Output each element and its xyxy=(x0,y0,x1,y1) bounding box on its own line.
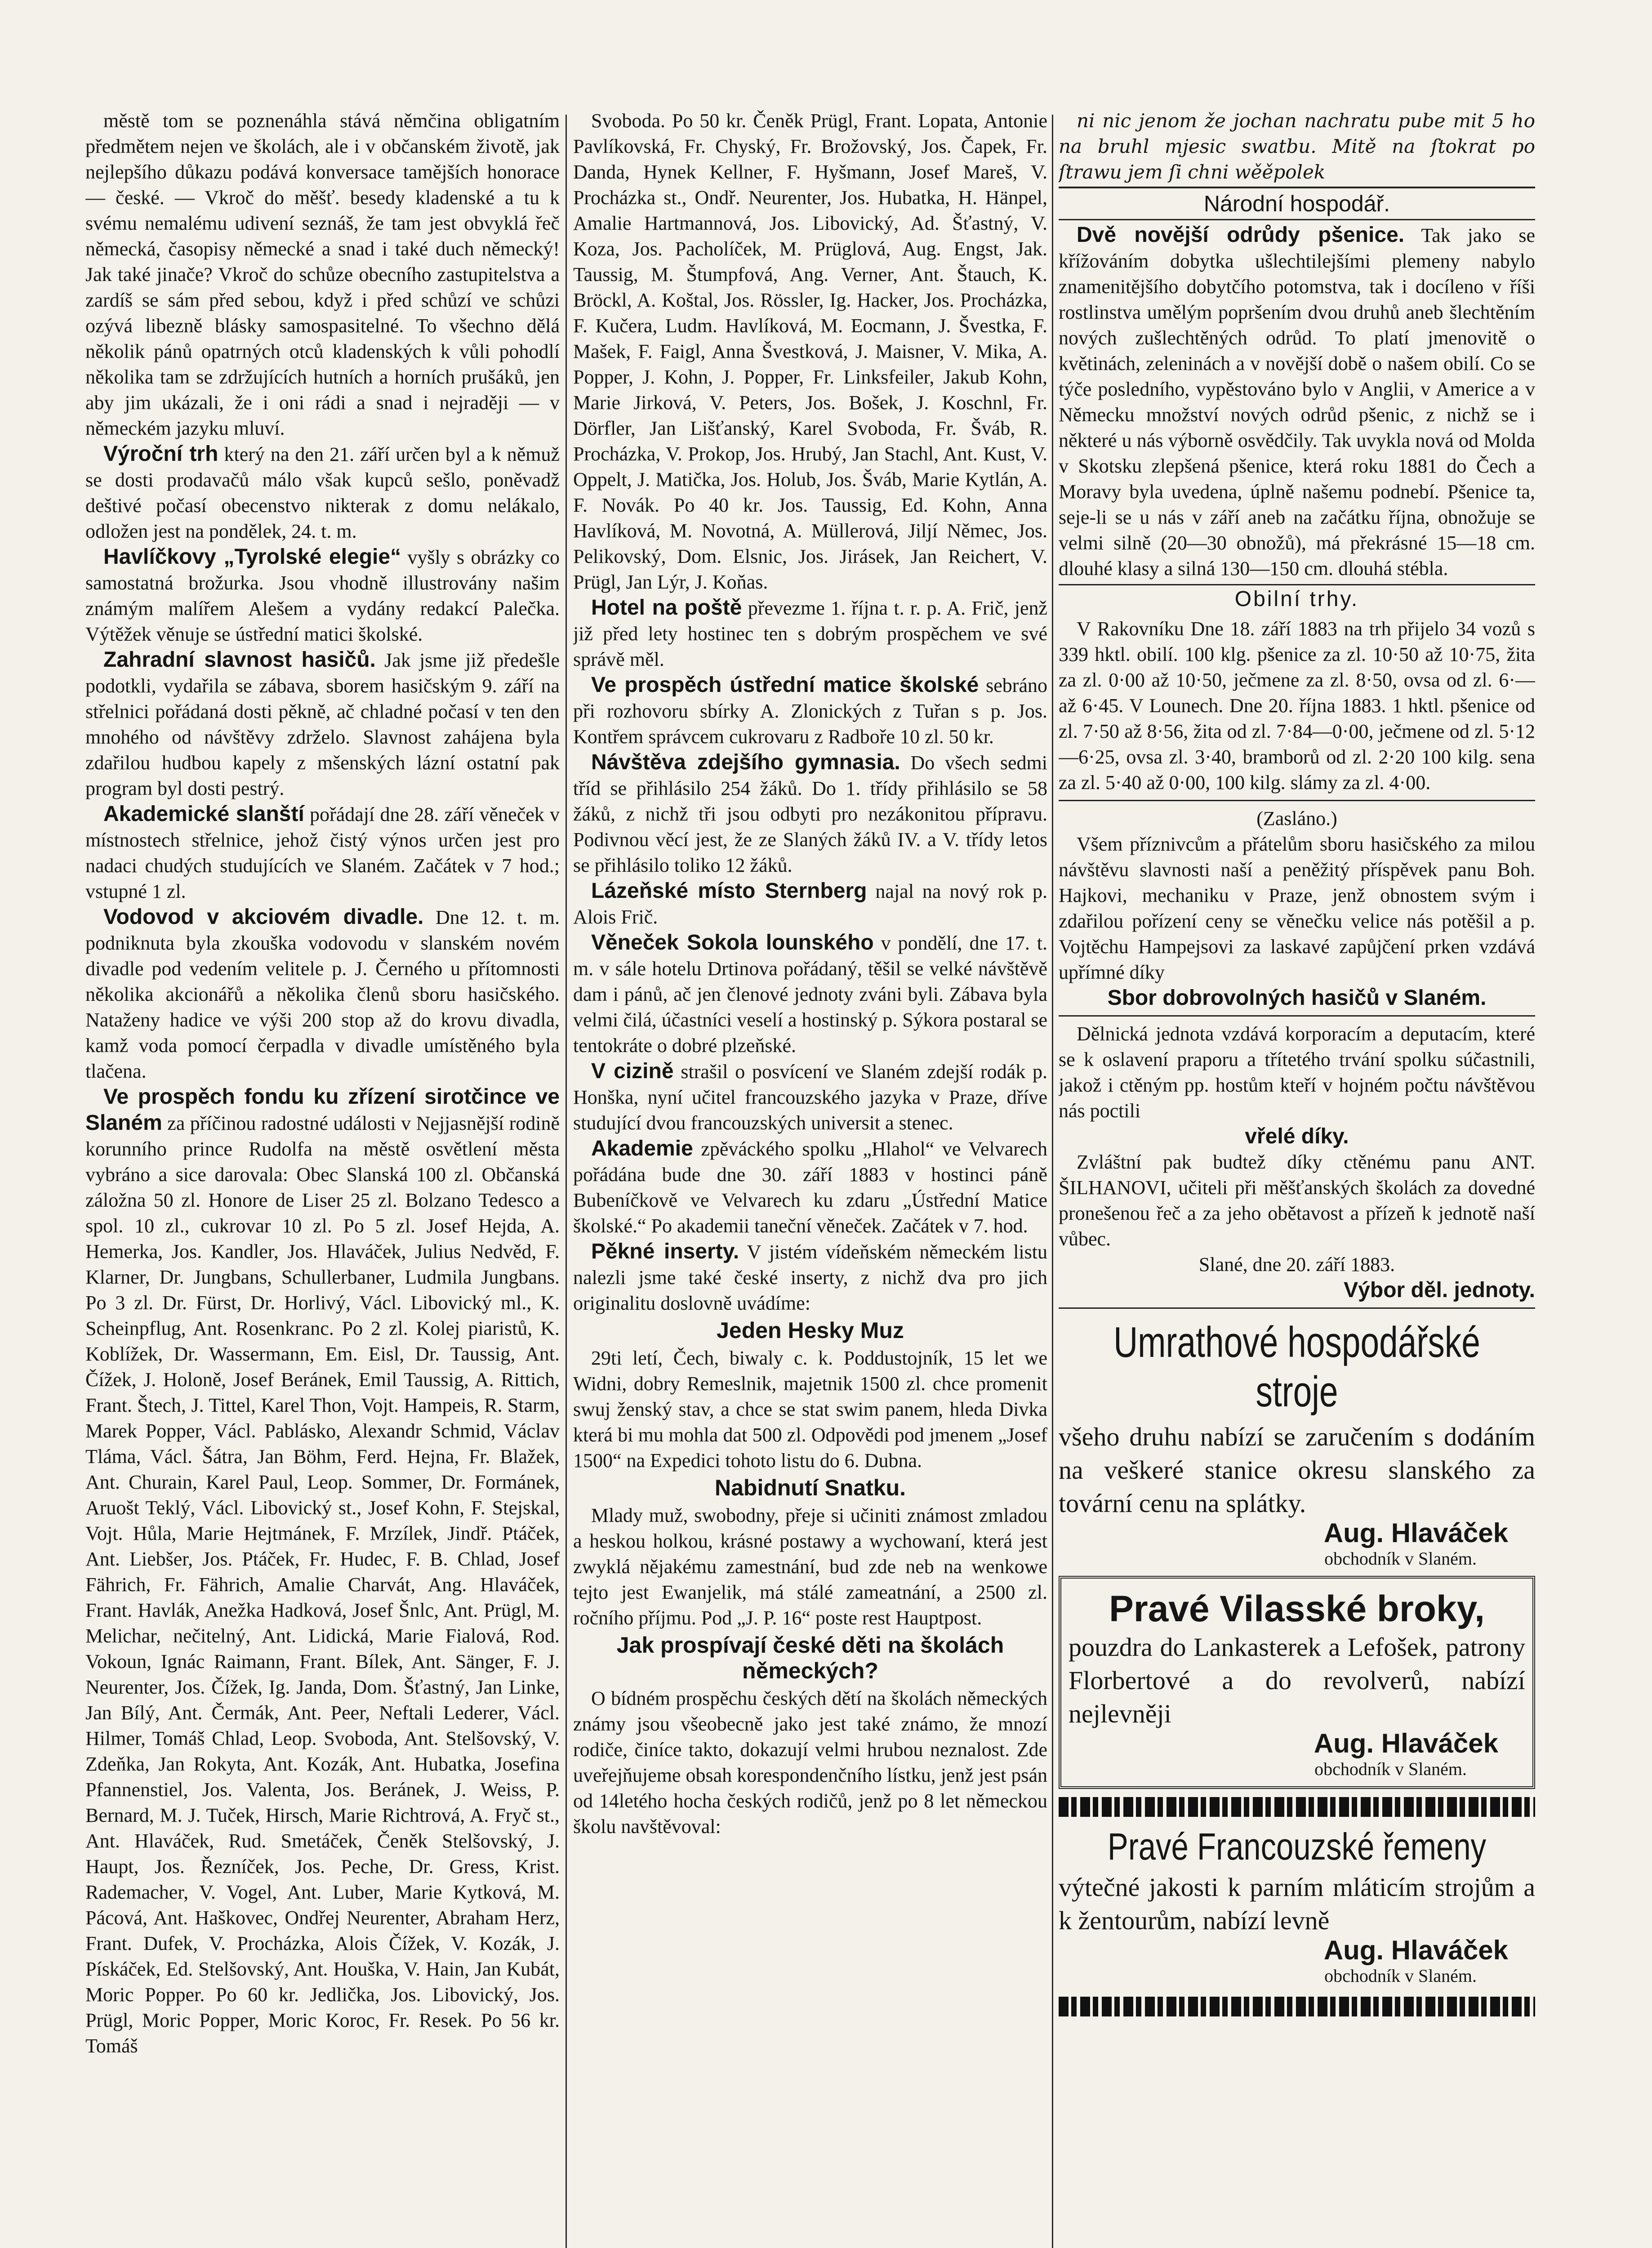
item-heading: Lázeňské místo Sternberg xyxy=(591,879,867,903)
advert-frame xyxy=(1059,1576,1535,1789)
item-text: převezme 1. října t. r. p. A. Frič, jenž již před lety hostinec ten s dobrým prospěchem ve své správě měl. xyxy=(573,597,1047,670)
article-text: Tak jako se křížováním dobytka ušlechtilejšími plemeny nabylo znamenitějšího dobytčího potomstva, tak i docíleno v říši rostlinstva umělým popršením dvou druhů aneb šlechtěním nových zušlechtěných odrůd. To platí jmenovitě o květinách, zeleninách a v novější době o našem obilí. Co se týče posledního, vypěstováno bylo v Anglii, v Americe a v Německu množství nových odrůd pšenic, z nichž se i některé u nás výborně osvědčily. Tak uvykla nová od Molda v Skotsku zlepšená pšenice, která roku 1881 do Čech a Moravy byla uvedena, úplně našemu podnebí. Pšenice ta, seje-li se u nás v září aneb na začátku října, obnožuje se velmi silně (20—30 obnožů), má překrásné 15—18 cm. dlouhé klasy a silná 130—150 cm. dlouhá stébla. xyxy=(1059,224,1535,580)
item-heading: Ve prospěch fondu ku zřízení sirotčince ve Slaném xyxy=(85,1085,560,1135)
advert-text: všeho druhu nabízí se zaručením s dodáním na veškeré stanice okresu slanského za tovární cenu na splátky. xyxy=(1059,1422,1535,1518)
date-line: Slané, dne 20. září 1883. xyxy=(1198,1253,1395,1276)
item-heading: Věneček Sokola lounského xyxy=(591,931,874,955)
news-item xyxy=(85,1084,560,2059)
news-item xyxy=(573,595,1047,672)
news-item xyxy=(85,441,560,544)
thanks-text: Dělnická jednota vzdává korporacím a deputacím, které se k oslavení praporu a třítetého trvání spolku súčastnili, jakož i ctěným pp. hostům kteří v hojném počtu návštěvou nás poctili xyxy=(1059,1023,1535,1122)
thanks-emphasis: vřelé díky. xyxy=(1245,1124,1349,1148)
advert-title: Pravé Vilasské broky, xyxy=(1109,1588,1485,1629)
insert-text: 29ti letí, Čech, biwaly c. k. Poddustojník, 15 let we Widni, dobry Remeslnik, majetnik 1500 zl. chce promenit swuj ženský stav, a chce se stat swim panem, hleda Divka která bi mu mohla dat 500 zl. Odpovědi pod jmenem „Josef 1500“ na Expedici tohoto listu do 6. Dubna. xyxy=(573,1347,1047,1472)
divider xyxy=(1059,1307,1535,1309)
market-report: V Rakovníku Dne 18. září 1883 na trh přijelo 34 vozů s 339 hktl. obilí. 100 klg. pšenice za zl. 10·50 až 10·75, žita za zl. 0·00 až 10·50, ječmene za zl. 8·50, ovsa od zl. 6·— až 6·45. V Lounech. Dne 20. října 1883. 1 hktl. pšenice od zl. 7·50 až 8·56, žita od zl. 7·84—0·00, ječmene od zl. 5·12—6·25, ovsa zl. 3·40, bramborů od zl. 2·20 100 kilg. sena za zl. 5·40 až 0·00, 100 kilg. slámy za zl. 4·00. xyxy=(1059,618,1535,794)
news-item xyxy=(85,801,560,904)
article xyxy=(1059,222,1535,581)
item-text: vyšly s obrázky co samostatná brožurka. Jsou vhodně illustrovány našim známým malířem Alešem a vydány redakcí Palečka. Výtěžek věnuje se ústřední matici školské. xyxy=(85,546,560,645)
item-heading: Akademické slanští xyxy=(103,802,304,826)
insert-heading: Nabidnutí Snatku. xyxy=(715,1475,906,1500)
column-1 xyxy=(85,108,560,2248)
item-heading: Pěkné inserty. xyxy=(591,1240,739,1263)
news-item xyxy=(85,904,560,1084)
news-item xyxy=(85,647,560,801)
advert-signature: Aug. Hlaváček xyxy=(1323,1935,1508,1965)
news-item xyxy=(573,672,1047,749)
column-rule xyxy=(1052,115,1053,2248)
news-item xyxy=(573,749,1047,878)
news-item xyxy=(85,544,560,647)
divider xyxy=(1059,800,1535,801)
news-item xyxy=(573,878,1047,930)
item-text: zpěváckého spolku „Hlahol“ ve Velvarech pořádána bude dne 30. září 1883 v hostinci páně Bubeníčkově ve Velvarech ku zdaru „Ústřední Matice školské.“ Po akademii taneční věneček. Začátek v 7. hod. xyxy=(573,1138,1047,1237)
zaslano-label: (Zasláno.) xyxy=(1256,807,1337,830)
section-heading: Národní hospodář. xyxy=(1059,187,1535,220)
news-item xyxy=(573,1136,1047,1239)
intro-paragraph: městě tom se poznenáhla stává němčina obligatním předmětem nejen ve školách, ale i v občanském životě, jak nejlepšího důkazu podává konversace tamějších honorace — české. — Vkroč do měšť. besedy kladenské a tu k svému nemalému udivení seznáš, že tam jest obvyklá řeč německá, časopisy německé a snad i také duch německý! Jak také jinače? Vkroč do schůze obecního zastupitelstva a zardíš se sám před sebou, když i před schůzí ve schůzi ozývá libezně blásky samospasitelné. To všechno dělá několik pánů opatrných otců kladenských k vůli pohodlí několika tam se zdržujících hutních a horních prušáků, jen aby jim ukázali, že i oni rádi a snad i nejraději — v německém jazyku mluví. xyxy=(85,110,560,439)
advert-signature: Aug. Hlaváček xyxy=(1314,1728,1498,1758)
item-text: v pondělí, dne 17. t. m. v sále hotelu Drtinova pořádaný, těšil se velké návštěvě dam i pánů, ač jen členové jednoty zváni byli. Zábava byla velmi čilá, účastníci veselí a hostinský p. Sýkora postaral se tentokráte o dobré plzeňské. xyxy=(573,932,1047,1057)
item-heading: Hotel na poště xyxy=(591,596,742,620)
insert-text: Mlady muž, swobodny, přeje si učiniti známost zmladou a heskou holkou, krásné postawy a wychowaní, která jest zwyklá nějakému zamestnání, bud zde neb na wenkowe tejto jest Ewanjelik, má stálé zameatnání, a 2500 zl. ročního příjmu. Pod „J. P. 16“ poste rest Hauptpost. xyxy=(573,1504,1047,1629)
market-heading: Obilní trhy. xyxy=(1059,584,1535,613)
item-text: strašil o posvícení ve Slaném zdejší rodák p. Honška, nyní učitel francouzského jazyka v Praze, dříve studující dvou francouzských universit a stenec. xyxy=(573,1061,1047,1134)
advert-signature-sub: obchodník v Slaném. xyxy=(1324,1548,1477,1569)
item-heading: Návštěva zdejšího gymnasia. xyxy=(591,750,900,774)
advert-text: výtečné jakosti k parním mláticím strojům a k žentourům, nabízí levně xyxy=(1059,1873,1535,1935)
thanks-text: Zvláštní pak budtež díky ctěnému panu ANT. ŠILHANOVI, učiteli při měšťanských školách za dovedné pronešenou řeč a za jeho obětavost a přízeň k jednotě naší vůbec. xyxy=(1059,1151,1535,1250)
item-text: Do všech sedmi tříd se přihlásilo 254 žáků. Do 1. třídy přihlásilo se 58 žáků, z nichž tři jsou odbyti pro nezákonitou přípravu. Podivnou věcí jest, že ze Slaných žáků IV. a V. třídy letos se přihlásilo toliko 12 žáků. xyxy=(573,752,1047,876)
item-text: najal na nový rok p. Alois Frič. xyxy=(573,880,1047,928)
item-text: Jak jsme již předešle podotkli, vydařila se zábava, sborem hasičským 9. září na střelnici pořádaná dosti pěkně, ač chladné počasí v ten den mnohého od návštěvy zdrželo. Slavnost zahájena byla zdařilou hudbou kapely z mšenských lázní ostatní pak program byl dosti pestrý. xyxy=(85,649,560,799)
item-text: sebráno při rozhovoru sbírky A. Zlonických z Tuřan s p. Jos. Kontřem správcem cukrovaru z Radboře 10 zl. 50 kr. xyxy=(573,674,1047,748)
committee-signature: Výbor děl. jednoty. xyxy=(1344,1278,1535,1302)
news-item xyxy=(573,1058,1047,1136)
donor-list: Svoboda. Po 50 kr. Čeněk Prügl, Frant. Lopata, Antonie Pavlíkovská, Fr. Chyský, Fr. Brožovský, Jos. Čapek, Fr. Danda, Hynek Kellner, F. Hyšmann, Josef Mareš, V. Procházka st., Ondř. Neurenter, Jos. Hubatka, H. Hänpel, Amalie Hartmannová, Jos. Libovický, Ad. Šťastný, V. Koza, Jos. Pacholíček, M. Prüglová, Aug. Engst, Jak. Taussig, M. Štumpfová, Ang. Verner, Ant. Štauch, K. Bröckl, A. Koštal, Jos. Rössler, Ig. Hacker, Jos. Procházka, F. Kučera, Ludm. Havlíková, M. Eocmann, J. Švestka, F. Mašek, F. Faigl, Anna Švestková, J. Maisner, V. Mika, A. Popper, J. Kohn, J. Popper, Fr. Linksfeiler, Jakub Kohn, Marie Jirková, V. Peters, Jos. Bošek, J. Koschnl, Fr. Dörfler, Jan Lišťanský, Karel Svoboda, Fr. Šváb, R. Procházka, V. Prokop, Jos. Hrubý, Jan Stachl, Ant. Kust, V. Oppelt, J. Matička, Jos. Holub, Jos. Šváb, Marie Kytlán, A. F. Novák. Po 40 kr. Jos. Taussig, Ed. Kohn, Anna Havlíková, M. Novotná, A. Müllerová, Jiljí Němec, Jos. Pelikovský, Dom. Elsnic, Jos. Jirásek, Jan Reichert, V. Prügl, Jan Lýr, J. Koňas. xyxy=(573,110,1047,593)
item-heading: Havlíčkovy „Tyrolské elegie“ xyxy=(103,545,401,569)
advert-signature-sub: obchodník v Slaném. xyxy=(1324,1966,1477,1986)
article-heading: Jak prospívají české děti na školách německých? xyxy=(616,1632,1004,1683)
advert-title: Pravé Francouzské řemeny xyxy=(1107,1825,1487,1868)
insert-heading: Jeden Hesky Muz xyxy=(717,1318,904,1343)
item-text: V jistém vídeňském německém listu nalezli jsme také české inserty, z nichž dva pro jich originalitu doslovně uvádíme: xyxy=(573,1241,1047,1314)
item-heading: Ve prospěch ústřední matice školské xyxy=(591,673,979,697)
divider xyxy=(1059,1015,1535,1017)
column-rule xyxy=(566,115,567,2248)
quoted-letter: ni nic jenom že jochan nachratu pube mit 5 ho na bruhl mjesic swatbu. Mitě na ſtokrat po ſtrawu jem ſi chni wěěpolek xyxy=(1059,110,1535,183)
news-item xyxy=(573,930,1047,1058)
advert-signature-sub: obchodník v Slaném. xyxy=(1314,1759,1467,1779)
column-3 xyxy=(1059,108,1535,2248)
item-heading: V cizině xyxy=(591,1059,674,1083)
thanks-text: Všem příznivcům a přátelům sboru hasičského za milou návštěvu slavnosti naší a peněžitý příspěvek panu Boh. Hajkovi, mechaniku v Praze, jenž obnostem svým i zdařilou pořízení ceny se věnečku velice nás potěšil a p. Vojtěchu Hampejsovi za laskavé zapůjčení prken vzdává upřímné díky xyxy=(1059,833,1535,983)
item-text: pořádají dne 28. září věneček v místnostech střelnice, jehož čistý výnos určen jest pro nadaci chudých studujících ve Slaném. Začátek v 7 hod.; vstupné 1 zl. xyxy=(85,803,560,902)
item-heading: Vodovod v akciovém divadle. xyxy=(103,905,424,929)
ornamental-bar xyxy=(1059,1997,1535,2016)
thanks-signature: Sbor dobrovolných hasičů v Slaném. xyxy=(1107,986,1487,1010)
item-text: Dne 12. t. m. podniknuta byla zkouška vodovodu v slanském novém divadle pod vedením velitele p. J. Černého u přítomnosti několika akcionářů a několika členů sboru hasičského. Nataženy hadice ve výši 200 stop až do krovu divadla, kamž voda pomocí čerpadla v divadle umístěného byla tlačena. xyxy=(85,906,560,1082)
item-heading: Akademie xyxy=(591,1137,693,1160)
item-heading: Zahradní slavnost hasičů. xyxy=(103,648,376,672)
ornamental-bar xyxy=(1059,1797,1535,1817)
item-text: který na den 21. září určen byl a k němuž se dosti prodavačů málo však kupců sešlo, poněvadž deštivé počasí obecenstvo nikterak z domu nelákalo, odložen jest na pondělek, 24. t. m. xyxy=(85,443,560,542)
advert-title: Umrathové hospodářské stroje xyxy=(1113,1318,1480,1416)
news-item xyxy=(573,1239,1047,1316)
column-2 xyxy=(573,108,1047,2248)
article-text: O bídném prospěchu českých dětí na školách německých známy jsou všeobecně jako jest také známo, že mnozí rodiče, činíce takto, dokazují velmi hrubou neznalost. Zde uveřejňujeme obsah korespondenčního lístku, jenž jest psán od 14letého hocha českých rodičů, jenž po 8 let německou školu navštěvoval: xyxy=(573,1687,1047,1838)
item-heading: Výroční trh xyxy=(103,442,218,466)
article-heading: Dvě novější odrůdy pšenice. xyxy=(1077,223,1405,247)
advert-signature: Aug. Hlaváček xyxy=(1323,1518,1508,1548)
advert-text: pouzdra do Lankasterek a Lefošek, patrony Florbertové a do revolverů, nabízí nejlevněji xyxy=(1069,1632,1525,1728)
item-text: za příčinou radostné události v Nejjasnější rodině korunního prince Rudolfa na městě osvětlení města vybráno a sice darovala: Obec Slanská 100 zl. Občanská záložna 50 zl. Honore de Liser 25 zl. Bolzano Tedesco a spol. 10 zl., cukrovar 10 zl. Po 5 zl. Josef Hejda, A. Hemerka, Jos. Kandler, Jos. Hlaváček, Julius Nedvěd, F. Klarner, Dr. Jungbans, Schullerbaner, Ludmila Jungbans. Po 3 zl. Dr. Fürst, Dr. Horlivý, Václ. Libovický ml., K. Scheinpflug, Ant. Rosenkranc. Po 2 zl. Kolej piaristů, K. Koblížek, Dr. Wassermann, Em. Eisl, Dr. Taussig, Ant. Čížek, J. Holoně, Josef Beránek, Emil Taussig, A. Rittich, Frant. Štech, J. Tittel, Karel Thon, Vojt. Hampeis, R. Starm, Marek Popper, Václ. Pablásko, Alexandr Schmid, Václav Tláma, Václ. Šátra, Jan Böhm, Ferd. Hejna, Fr. Blažek, Ant. Churain, Karel Paul, Leop. Sommer, Dr. Formánek, Aruošt Teklý, Václ. Libovický st., Josef Kohn, F. Stejskal, Vojt. Hůla, Marie Hejtmánek, F. Mrzílek, Jindř. Ptáček, Ant. Liebšer, Jos. Ptáček, Fr. Hudec, F. B. Chlad, Josef Fährich, Fr. Fährich, Amalie Charvát, Ang. Hlaváček, Frant. Havlák, Anežka Hadková, Josef Šnlc, Ant. Prügl, M. Melichar, nečitelný, Ant. Lidická, Marie Fialová, Rod. Vokoun, Ignác Raimann, Frant. Bílek, Ant. Sänger, F. J. Neurenter, Jos. Čížek, Ig. Janda, Dom. Šťastný, Jan Linke, Jan Bílý, Ant. Čermák, Ant. Peer, Neftali Lederer, Václ. Hilmer, Tomáš Chlad, Leop. Svoboda, Ant. Stelšovský, V. Zdeňka, Jan Rokyta, Ant. Kozák, Ant. Hubatka, Josefina Pfannenstiel, Jos. Valenta, Jos. Beránek, J. Weiss, P. Bernard, M. J. Tuček, Hirsch, Marie Richtrová, A. Fryč st., Ant. Hlaváček, Rud. Smetáček, Čeněk Stelšovský, J. Haupt, Jos. Řezníček, Jos. Peche, Dr. Gress, Krist. Rademacher, V. Vogel, Ant. Luber, Marie Kytková, M. Pácová, Ant. Haškovec, Ondřej Neurenter, Abraham Herz, Frant. Dufek, V. Procházka, Alois Čížek, V. Kozák, J. Pískáček, Ed. Stelšovský, Ant. Houška, V. Hain, Jan Kubát, Moric Popper. Po 60 kr. Jedlička, Jos. Libovický, Jos. Prügl, Moric Popper, Moric Koroc, Fr. Resek. Po 56 kr. Tomáš xyxy=(85,1112,560,2057)
